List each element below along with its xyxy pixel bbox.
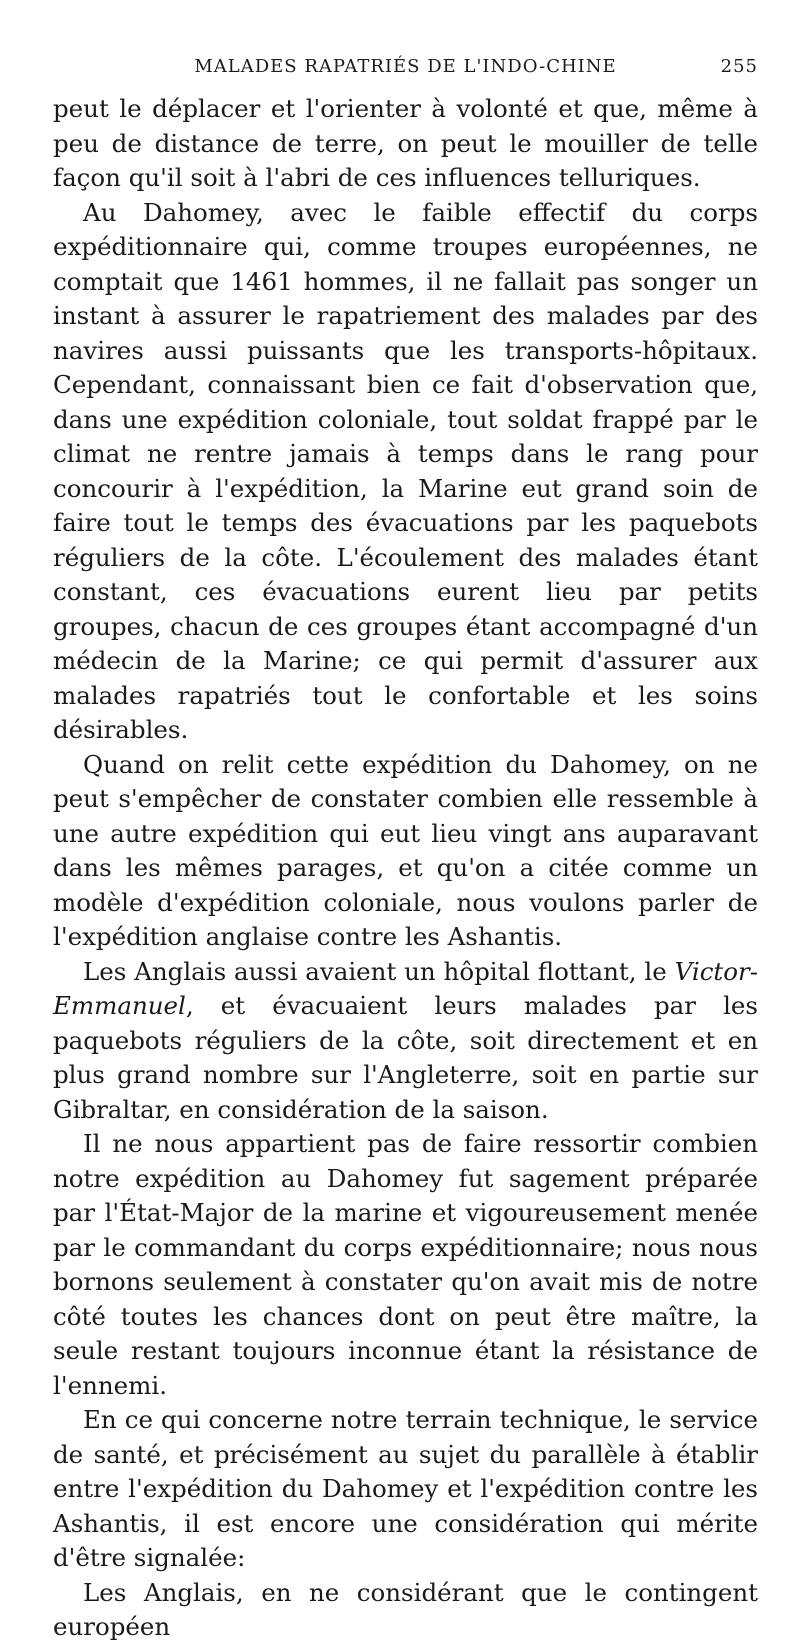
- text-segment: , et évacuaient leurs malades par les paquebots réguliers de la côte, soit directement et en plus grand nombre sur l'Angleterre, soit en partie sur Gibraltar, en considération de la saison.: [53, 991, 758, 1124]
- paragraph-ashantis-comparison: Quand on relit cette expédition du Dahomey, on ne peut s'empêcher de constater combien elle ressemble à une autre expédition qui eut lieu vingt ans auparavant dans les mêmes parages, et qu'on a citée comme un modèle d'expédition coloniale, nous voulons parler de l'expédition anglaise contre les Ashantis.: [53, 749, 758, 951]
- paragraph-english-hospital-ship: [53, 955, 758, 1128]
- paragraph-health-service: En ce qui concerne notre terrain technique, le service de santé, et précisément au sujet du parallèle à établir entre l'expédition du Dahomey et l'expédition contre les Ashantis, il est encore une considération qui mérite d'être signalée:: [53, 1405, 758, 1572]
- paragraph-expedition-preparation: Il ne nous appartient pas de faire ressortir combien notre expédition au Dahomey fut sagement préparée par l'État-Major de la marine et vigoureusement menée par le commandant du corps expéditionnaire; nous nous bornons seulement à constater qu'on avait mis de notre côté toutes les chances dont on peut être maître, la seule restant toujours inconnue étant la résistance de l'ennemi.: [53, 1129, 758, 1400]
- running-head: [53, 56, 758, 86]
- paragraph-dahomey-evacuations: Au Dahomey, avec le faible effectif du corps expéditionnaire qui, comme troupes européennes, ne comptait que 1461 hommes, il ne fallait pas songer un instant à assurer le rapatriement des malades par des navires aussi puissants que les transports-hôpitaux. Cependant, connaissant bien ce fait d'observation que, dans une expédition coloniale, tout soldat frappé par le climat ne rentre jamais à temps dans le rang pour concourir à l'expédition, la Marine eut grand soin de faire tout le temps des évacuations par les paquebots réguliers de la côte. L'écoulement des malades étant constant, ces évacuations eurent lieu par petits groupes, chacun de ces groupes étant accompagné d'un médecin de la Marine; ce qui permit d'assurer aux malades rapatriés tout le confortable et les soins désirables.: [53, 197, 758, 744]
- paragraph-english-contingent: Les Anglais, en ne considérant que le contingent européen: [53, 1577, 758, 1641]
- running-head-title: MALADES RAPATRIÉS DE L'INDO-CHINE: [194, 56, 617, 77]
- ship-name: Victor-Emmanuel: [53, 956, 758, 1020]
- paragraph-continuation: peut le déplacer et l'orienter à volonté et que, même à peu de distance de terre, on peut le mouiller de telle façon qu'il soit à l'abri de ces influences telluriques.: [53, 94, 758, 192]
- page-number: 255: [720, 56, 758, 77]
- text-segment: Les Anglais aussi avaient un hôpital flottant, le: [83, 956, 675, 986]
- body-text: [53, 92, 758, 1645]
- book-page: [53, 56, 758, 1645]
